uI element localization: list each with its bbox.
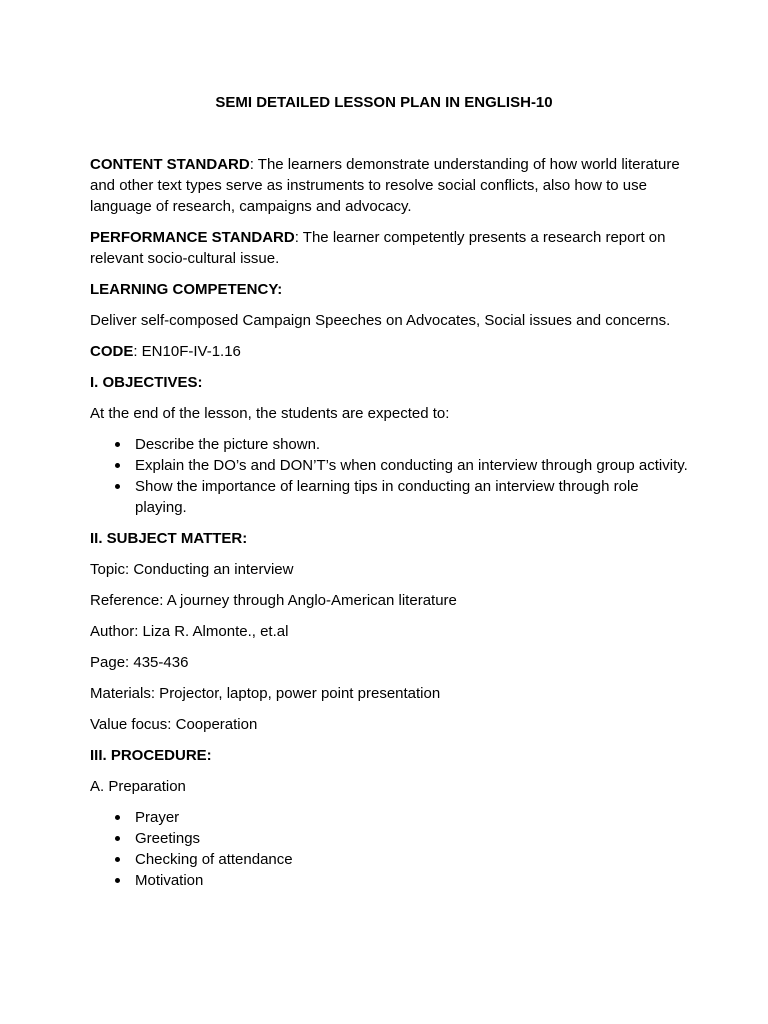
objectives-list bbox=[90, 434, 690, 518]
code-label: CODE bbox=[90, 343, 134, 360]
learning-competency-heading: LEARNING COMPETENCY: bbox=[90, 281, 283, 298]
objectives-intro: At the end of the lesson, the students are expected to: bbox=[90, 405, 450, 422]
topic: Topic: Conducting an interview bbox=[90, 561, 294, 578]
subject-matter-heading: II. SUBJECT MATTER: bbox=[90, 530, 248, 547]
procedure-subheading: A. Preparation bbox=[90, 778, 186, 795]
materials: Materials: Projector, laptop, power point presentation bbox=[90, 685, 441, 702]
author: Author: Liza R. Almonte., et.al bbox=[90, 623, 289, 640]
list-item: Motivation bbox=[135, 870, 690, 891]
performance-standard-label: PERFORMANCE STANDARD bbox=[90, 229, 295, 246]
value-focus: Value focus: Cooperation bbox=[90, 716, 258, 733]
content-standard bbox=[90, 154, 690, 217]
performance-standard-text: : The learner competently presents a research report on relevant socio-cultural issue. bbox=[90, 229, 666, 267]
document-body bbox=[90, 154, 690, 901]
list-item: Greetings bbox=[135, 828, 690, 849]
objectives-heading: I. OBJECTIVES: bbox=[90, 374, 203, 391]
procedure-heading: III. PROCEDURE: bbox=[90, 747, 212, 764]
list-item: Describe the picture shown. bbox=[135, 434, 690, 455]
page-range: Page: 435-436 bbox=[90, 654, 189, 671]
document-title: SEMI DETAILED LESSON PLAN IN ENGLISH-10 bbox=[215, 94, 553, 111]
performance-standard bbox=[90, 227, 690, 269]
list-item: Prayer bbox=[135, 807, 690, 828]
preparation-list bbox=[90, 807, 690, 891]
list-item: Explain the DO’s and DON’T’s when conducting an interview through group activity. bbox=[135, 455, 690, 476]
code-text: : EN10F-IV-1.16 bbox=[133, 343, 241, 360]
learning-competency-text: Deliver self-composed Campaign Speeches on Advocates, Social issues and concerns. bbox=[90, 312, 671, 329]
content-standard-label: CONTENT STANDARD bbox=[90, 156, 250, 173]
content-standard-text: : The learners demonstrate understanding of how world literature and other text types serve as instruments to resolve social conflicts, also how to use language of research, campaigns and advocacy. bbox=[90, 156, 680, 215]
reference: Reference: A journey through Anglo-American literature bbox=[90, 592, 457, 609]
list-item: Show the importance of learning tips in conducting an interview through role playing. bbox=[135, 476, 690, 518]
code bbox=[90, 341, 690, 362]
list-item: Checking of attendance bbox=[135, 849, 690, 870]
